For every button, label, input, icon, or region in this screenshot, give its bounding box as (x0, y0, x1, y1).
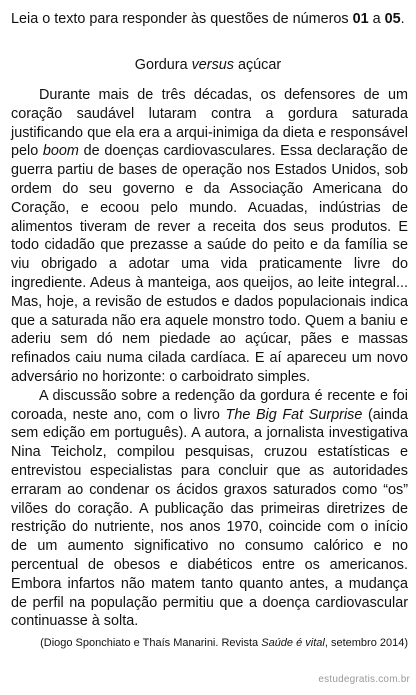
citation-authors: (Diogo Sponchiato e Thaís Manarini. Revista (40, 637, 262, 649)
title-italic-versus: versus (191, 57, 234, 73)
citation-date: , setembro 2014) (324, 637, 408, 649)
question-number-start: 01 (352, 11, 369, 27)
citation-magazine: Saúde é vital (261, 637, 325, 649)
source-citation (0, 636, 408, 650)
paragraph-1-text-a: Durante mais de três décadas, os defensores de um coração saudável lutaram contra a gordura saturada justificando que ela era a arqui-inimiga da dieta e responsável pelo (11, 87, 408, 160)
paragraph-1-italic: boom (42, 143, 79, 160)
book-title: The Big Fat Surprise (225, 406, 363, 423)
title-part-2: açúcar (233, 57, 282, 73)
paragraph-1 (11, 86, 408, 387)
instruction-middle: a (368, 11, 385, 27)
question-instruction (11, 9, 409, 29)
article-title (0, 55, 416, 75)
title-part-1: Gordura (134, 57, 192, 73)
instruction-suffix: . (400, 11, 405, 27)
paragraph-2-text-b: (ainda sem edição em português). A autora, a jornalista investigativa Nina Teicholz, compilou pesquisas, cruzou estatísticas e entrevistou especialistas para concluir que as autoridades erraram ao condenar os ácidos graxos saturados como “os” vilões do coração. A publicação das primeiras diretrizes de restrição do nutriente, nos anos 1970, coincide com o início de um aumento significativo no consumo calórico e no percentual de obesos e diabéticos entre os americanos. Embora infartos não matem tanto quanto antes, a mudança de perfil na população permitiu que a doença cardiovascular continuasse à solta. (11, 406, 408, 630)
instruction-prefix: Leia o texto para responder às questões de números (11, 11, 353, 27)
site-watermark: estudegratis.com.br (318, 674, 410, 685)
paragraph-2-text-a: A discussão sobre a redenção da gordura é recente e foi coroada, neste ano, com o livro (11, 387, 408, 423)
paragraph-1-text-b: de doenças cardiovasculares. Essa declaração de guerra partiu de bases de operação nos Estados Unidos, sob ordem do seu governo e da Associação Americana do Coração, e ecoou pelo mundo. Acuadas, indústrias de alimentos tiveram de rever a receita dos seus produtos. E todo cidadão que prezasse a saúde do peito e da família se viu obrigado a adotar uma vida praticamente livre do ingrediente. Adeus à manteiga, aos queijos, ao leite integral... Mas, hoje, a revisão de estudos e dados populacionais indica que a saturada não era aquele monstro todo. Quem a baniu e aderiu sem dó nem piedade ao açúcar, pães e massas refinados caiu numa cilada cardíaca. E aí apareceu um novo adversário no horizonte: o carboidrato simples. (11, 143, 408, 385)
question-number-end: 05 (384, 11, 401, 27)
article-body (11, 86, 408, 631)
paragraph-2 (11, 387, 408, 631)
